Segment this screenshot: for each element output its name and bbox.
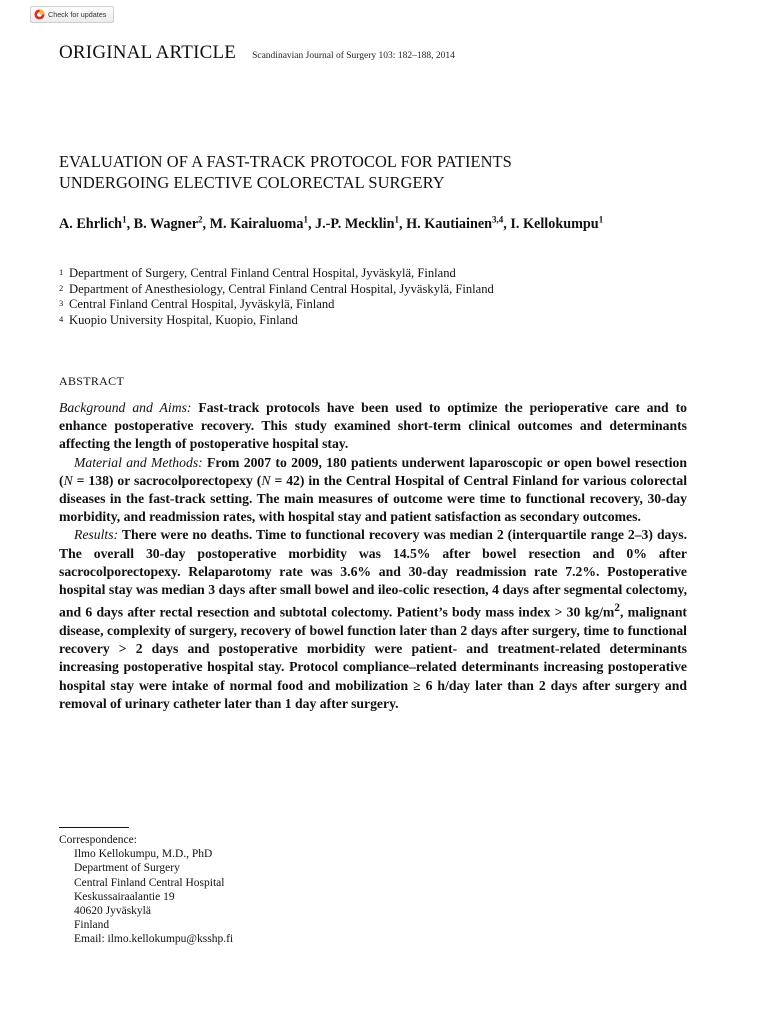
correspondence-email: Email: ilmo.kellokumpu@ksshp.fi bbox=[74, 933, 234, 946]
article-header bbox=[59, 42, 455, 64]
author-name: M. Kairaluoma bbox=[209, 216, 304, 232]
author-affiliation-mark: 1 bbox=[394, 214, 400, 225]
methods-text: = 42) in the Central Hospital of Central Finland for various colorectal diseases in the fast-track setting. The main measures of outcome were time to functional recovery, 30-day morbidity, and readmission rates, with hospital stay and patient satisfaction as secondary outcomes. bbox=[59, 472, 687, 525]
title-line: UNDERGOING ELECTIVE COLORECTAL SURGERY bbox=[59, 173, 445, 192]
methods-label: Material and Methods: bbox=[74, 454, 203, 470]
correspondence-line: Keskussairaalantie 19 bbox=[74, 890, 175, 903]
author-name: B. Wagner bbox=[133, 216, 199, 232]
background-text: Fast-track protocols have been used to optimize the perioperative care and to enhance postoperative recovery. This study examined short-term clinical outcomes and determinants affecting the length of postoperative hospital stay. bbox=[59, 400, 687, 452]
correspondence-line: Department of Surgery bbox=[74, 862, 180, 875]
affiliation-item bbox=[59, 313, 699, 329]
author-list: A. Ehrlich$^1$, B. Wagner$^2$, M. Kairaluoma$^1$, J.-P. Mecklin$^1$, H. Kautiainen$^{3,4}$, I. Kellokumpu$^1$ bbox=[59, 214, 604, 232]
abstract-body bbox=[59, 399, 687, 713]
author-name: H. Kautiainen bbox=[406, 216, 493, 232]
author-affiliation-mark: 2 bbox=[198, 214, 203, 225]
correspondence-line: Ilmo Kellokumpu, M.D., PhD bbox=[74, 848, 213, 861]
article-title bbox=[59, 151, 699, 193]
affiliation-number: 3 bbox=[59, 298, 64, 308]
results-text: , malignant disease, complexity of surgery, recovery of bowel function later than 2 days after surgery, time to functional recovery > 2 days and postoperative morbidity were patient- and treatment-related determinants increasing postoperative hospital stay. Protocol compliance–related determinants increasing postoperative hospital stay were intake of normal food and mobilization ≥ 6 h/day later than 2 days after surgery and removal of urinary catheter later than 1 day after surgery. bbox=[59, 604, 687, 711]
abstract-background bbox=[59, 399, 687, 454]
affiliation-number: 1 bbox=[59, 267, 64, 277]
affiliation-text: Central Finland Central Hospital, Jyväskylä, Finland bbox=[69, 297, 335, 311]
affiliation-number: 4 bbox=[59, 313, 64, 324]
results-text: There were no deaths. Time to functional recovery was median 2 (interquartile range 2–3) days. The overall 30-day postoperative morbidity was 14.5% after bowel resection and 0% after sacrocolporectopexy. Relaparotomy rate was 3.6% and 30-day readmission rate 7.2%. Postoperative hospital stay was median 3 days after small bowel and ileo-colic resection, 4 days after segmental colectomy, and 6 days after rectal resection and subtotal colectomy. Patient’s body mass index > 30 kg/m bbox=[59, 527, 687, 620]
abstract-results bbox=[59, 526, 687, 713]
methods-text: From 2007 to 2009, 180 patients underwent laparoscopic or open bowel resection ( bbox=[59, 454, 687, 488]
author-name: J.-P. Mecklin bbox=[315, 216, 395, 232]
affiliation-item bbox=[59, 266, 699, 282]
check-updates-icon bbox=[34, 9, 45, 20]
author-affiliation-mark: 3,4 bbox=[492, 214, 504, 225]
author-affiliation-mark: 1 bbox=[303, 214, 308, 225]
affiliation-text: Department of Surgery, Central Finland Central Hospital, Jyväskylä, Finland bbox=[69, 266, 456, 280]
correspondence-line: Central Finland Central Hospital bbox=[74, 876, 225, 889]
article-type: ORIGINAL ARTICLE bbox=[59, 42, 237, 63]
author-name: A. Ehrlich bbox=[59, 216, 123, 232]
n-symbol: N bbox=[63, 472, 73, 488]
check-for-updates-label: Check for updates bbox=[48, 10, 107, 19]
affiliation-list bbox=[59, 266, 699, 328]
correspondence-block bbox=[59, 833, 233, 947]
title-line: EVALUATION OF A FAST-TRACK PROTOCOL FOR PATIENTS bbox=[59, 152, 512, 171]
n-symbol: N bbox=[261, 472, 271, 488]
author-name: I. Kellokumpu bbox=[510, 216, 599, 232]
abstract-heading: ABSTRACT bbox=[59, 374, 125, 388]
affiliation-item bbox=[59, 282, 699, 298]
correspondence-divider bbox=[59, 827, 129, 828]
correspondence-line: Finland bbox=[74, 919, 110, 932]
affiliation-item bbox=[59, 297, 699, 313]
journal-citation: Scandinavian Journal of Surgery 103: 182–188, 2014 bbox=[252, 51, 455, 61]
background-label: Background and Aims: bbox=[59, 400, 192, 415]
affiliation-number: 2 bbox=[59, 282, 64, 293]
correspondence-line: 40620 Jyväskylä bbox=[74, 905, 151, 918]
abstract-methods bbox=[59, 454, 687, 527]
results-superscript: 2 bbox=[614, 602, 620, 615]
affiliation-text: Kuopio University Hospital, Kuopio, Finland bbox=[69, 312, 298, 327]
correspondence-heading: Correspondence: bbox=[59, 834, 137, 846]
author-affiliation-mark: 1 bbox=[598, 214, 604, 225]
methods-text: = 138) or sacrocolporectopexy ( bbox=[72, 472, 262, 488]
author-affiliation-mark: 1 bbox=[122, 214, 127, 225]
results-label: Results: bbox=[74, 527, 119, 543]
check-for-updates-button[interactable] bbox=[30, 6, 114, 23]
affiliation-text: Department of Anesthesiology, Central Finland Central Hospital, Jyväskylä, Finland bbox=[69, 281, 494, 296]
